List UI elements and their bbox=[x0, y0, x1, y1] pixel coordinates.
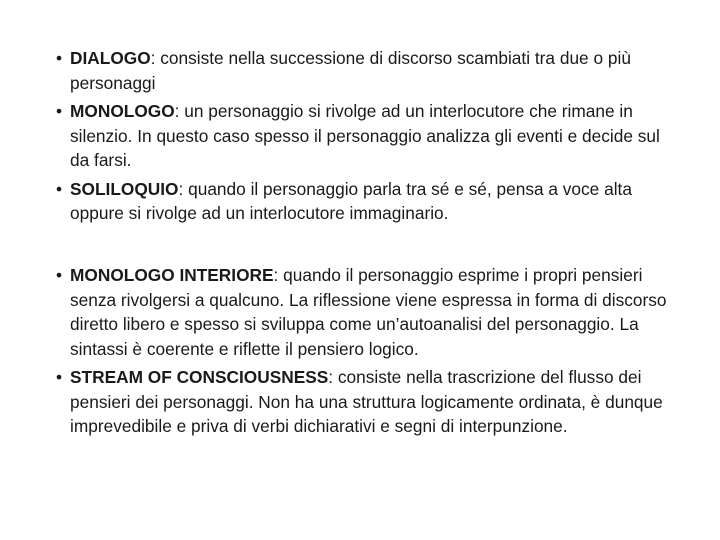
list-item-stream-of-consciousness bbox=[56, 365, 676, 439]
term-monologo: MONOLOGO bbox=[70, 101, 175, 121]
definition-soliloquio: : quando il personaggio parla tra sé e sé, pensa a voce alta oppure si rivolge ad un interlocutore immaginario. bbox=[70, 178, 632, 223]
bullet-icon: • bbox=[56, 265, 63, 285]
term-soliloquio: SOLILOQUIO bbox=[70, 178, 179, 199]
definition-dialogo: : consiste nella successione di discorso scambiati tra due o più personaggi bbox=[70, 48, 631, 93]
bullet-icon: • bbox=[56, 48, 63, 68]
bullet-list-dialogue-types bbox=[56, 46, 676, 230]
list-item-soliloquio bbox=[56, 177, 676, 226]
term-stream-of-consciousness: STREAM OF CONSCIOUSNESS bbox=[70, 367, 329, 387]
list-item-monologo bbox=[56, 99, 676, 173]
definition-stream-of-consciousness: : consiste nella trascrizione del flusso dei pensieri dei personaggi. Non ha una struttura logicamente ordinata, è dunque imprevedibile e priva di verbi dichiarativi e segni di interpunzione. bbox=[70, 367, 663, 436]
term-monologo-interiore: MONOLOGO INTERIORE bbox=[70, 265, 274, 285]
bullet-icon: • bbox=[56, 101, 63, 121]
definition-monologo: : un personaggio si rivolge ad un interlocutore che rimane in silenzio. In questo caso spesso il personaggio analizza gli eventi e decide sul da farsi. bbox=[70, 101, 660, 170]
list-item-dialogo bbox=[56, 46, 676, 95]
bullet-icon: • bbox=[56, 178, 63, 199]
bullet-icon: • bbox=[56, 367, 63, 387]
term-dialogo: DIALOGO bbox=[70, 48, 151, 68]
definition-monologo-interiore: : quando il personaggio esprime i propri pensieri senza rivolgersi a qualcuno. La riflessione viene espressa in forma di discorso diretto libero e spesso si sviluppa come un’autoanalisi del personaggio. La sintassi è coerente e riflette il pensiero logico. bbox=[70, 265, 667, 359]
bullet-list-inner-thought-types bbox=[56, 263, 676, 443]
list-item-monologo-interiore bbox=[56, 263, 676, 361]
